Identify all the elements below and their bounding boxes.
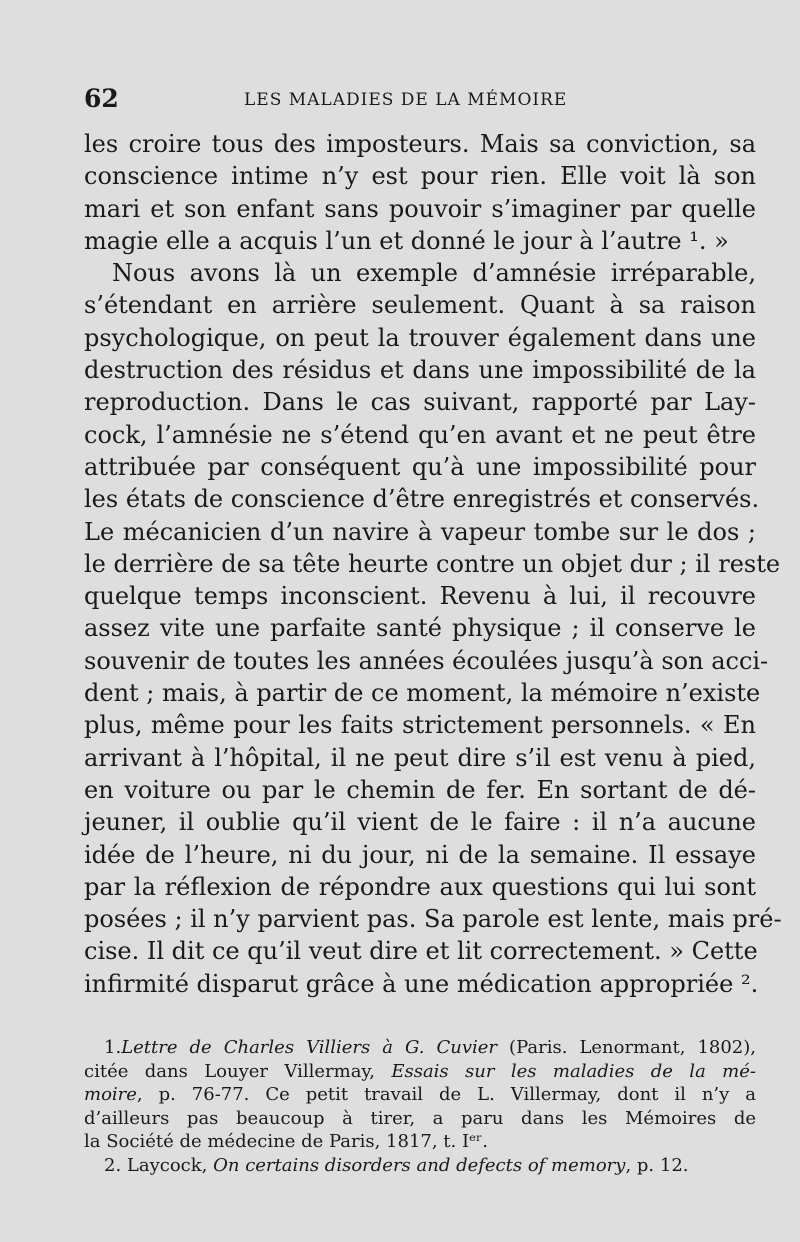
text-line: s’étendant en arrière seulement. Quant à sa raison bbox=[84, 291, 756, 320]
text-line: plus, même pour les faits strictement personnels. « En bbox=[84, 711, 756, 740]
text-line: assez vite une parfaite santé physique ; il conserve le bbox=[84, 614, 756, 643]
running-head: LES MALADIES DE LA MÉMOIRE bbox=[244, 90, 568, 110]
text-line: jeuner, il oublie qu’il vient de le faire : il n’a aucune bbox=[84, 808, 756, 837]
text-line: Le mécanicien d’un navire à vapeur tombe sur le dos ; bbox=[84, 517, 756, 546]
footnote-1-title: Lettre de Charles Villiers à G. Cuvier bbox=[121, 1037, 498, 1058]
text-line: quelque temps inconscient. Revenu à lui, il recouvre bbox=[84, 582, 756, 611]
text-line: posées ; il n’y parvient pas. Sa parole est lente, mais pré- bbox=[84, 905, 782, 934]
text-line: en voiture ou par le chemin de fer. En sortant de dé- bbox=[84, 775, 756, 804]
footnote-1-line bbox=[84, 1036, 756, 1060]
footnote-2-author: Laycock, bbox=[121, 1154, 214, 1176]
text-line: psychologique, on peut la trouver également dans une bbox=[84, 323, 756, 352]
text-line: attribuée par conséquent qu’à une impossibilité pour bbox=[84, 452, 756, 481]
text-line: conscience intime n’y est pour rien. Elle voit là son bbox=[84, 162, 756, 191]
page-number: 62 bbox=[84, 84, 119, 113]
text-line: destruction des résidus et dans une impossibilité de la bbox=[84, 356, 756, 385]
text-line: dent ; mais, à partir de ce moment, la mémoire n’existe bbox=[84, 679, 761, 708]
text-line: les états de conscience d’être enregistrés et conservés. bbox=[84, 485, 760, 514]
footnote-1-text: (Paris. Lenormant, 1802), bbox=[497, 1037, 756, 1058]
footnote-1-work-title: Essais sur les maladies de la mé- bbox=[391, 1060, 756, 1082]
footnote-1-line: la Société de médecine de Paris, 1817, t. Iᵉʳ. bbox=[84, 1131, 489, 1152]
text-line: souvenir de toutes les années écoulées jusqu’à son acci- bbox=[84, 646, 769, 675]
footnote-1-text: , p. 76-77. Ce petit travail de L. Villermay, dont il n’y a bbox=[136, 1084, 756, 1105]
text-line: mari et son enfant sans pouvoir s’imaginer par quelle bbox=[84, 194, 756, 223]
main-text bbox=[84, 128, 782, 1000]
footnote-2-number: 2. bbox=[104, 1154, 122, 1176]
text-line: magie elle a acquis l’un et donné le jour à l’autre ¹. » bbox=[84, 226, 729, 255]
footnote-1-line: d’ailleurs pas beaucoup à tirer, a paru dans les Mémoires de bbox=[84, 1107, 756, 1129]
text-line: Nous avons là un exemple d’amnésie irréparable, bbox=[112, 259, 756, 288]
footnote-2-line bbox=[84, 1154, 756, 1178]
text-line: reproduction. Dans le cas suivant, rapporté par Lay- bbox=[84, 388, 756, 417]
footnote-1-text: citée dans Louyer Villermay, bbox=[84, 1060, 392, 1082]
footnote-2-title: On certains disorders and defects of memory bbox=[213, 1154, 626, 1176]
text-line: infirmité disparut grâce à une médication appropriée ². bbox=[84, 969, 759, 998]
footnote-1-number: 1. bbox=[104, 1037, 122, 1058]
footnote-1-line bbox=[84, 1060, 756, 1084]
footnote-2-text: , p. 12. bbox=[625, 1154, 689, 1176]
footnote-1-work-title: moire bbox=[84, 1084, 137, 1105]
text-line: cise. Il dit ce qu’il veut dire et lit correctement. » Cette bbox=[84, 937, 758, 966]
text-line: le derrière de sa tête heurte contre un objet dur ; il reste bbox=[84, 549, 781, 578]
text-line: cock, l’amnésie ne s’étend qu’en avant et ne peut être bbox=[84, 420, 756, 449]
footnote-1-line bbox=[84, 1083, 756, 1107]
text-line: les croire tous des imposteurs. Mais sa conviction, sa bbox=[84, 130, 756, 158]
text-line: arrivant à l’hôpital, il ne peut dire s’il est venu à pied, bbox=[84, 743, 756, 772]
text-line: par la réflexion de répondre aux questions qui lui sont bbox=[84, 872, 756, 901]
page-header bbox=[84, 84, 764, 118]
text-line: idée de l’heure, ni du jour, ni de la semaine. Il essaye bbox=[84, 840, 756, 869]
footnotes bbox=[84, 1036, 756, 1177]
